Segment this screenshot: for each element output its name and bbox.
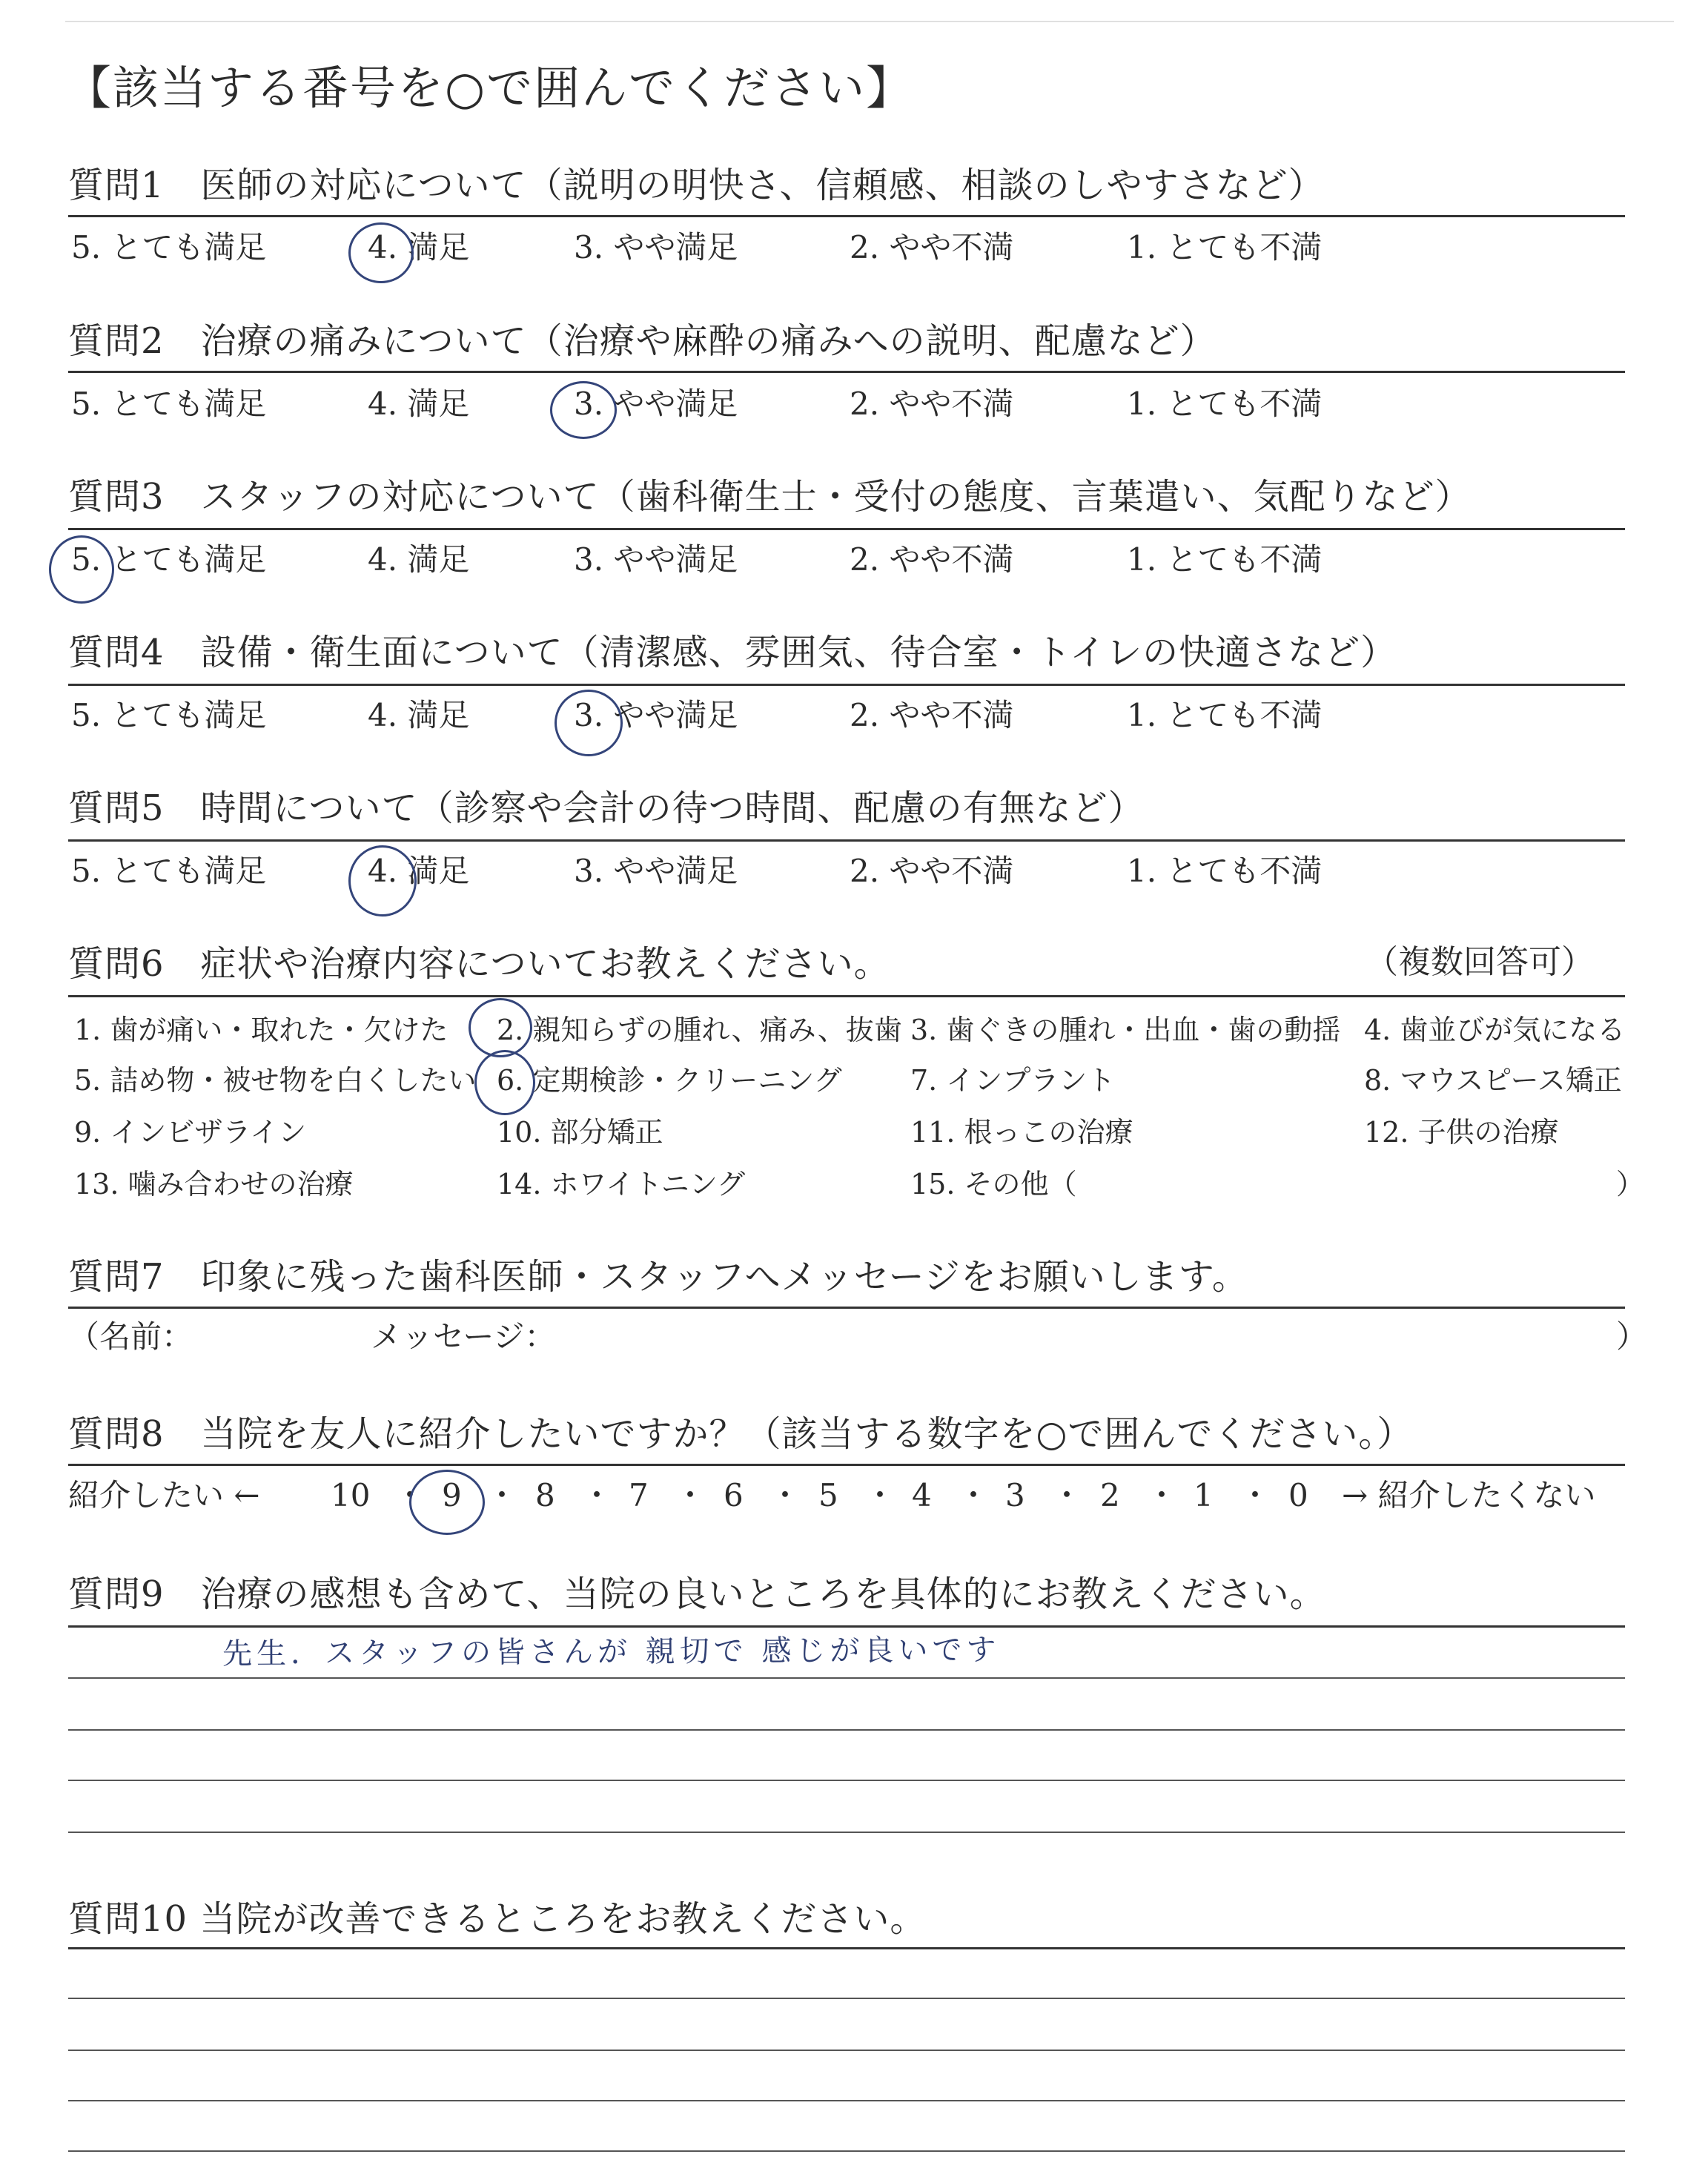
question-6-title: 質問6 症状や治療内容についてお教えください。: [68, 943, 890, 985]
q1-option-3[interactable]: 3. やや満足: [574, 229, 738, 265]
q6-option-1[interactable]: 1. 歯が痛い・取れた・欠けた: [74, 1014, 448, 1046]
q6-selection-circle-6: [474, 1050, 535, 1115]
q5-option-5[interactable]: 5. とても満足: [71, 853, 267, 889]
q6-option-12[interactable]: 12. 子供の治療: [1364, 1116, 1559, 1149]
q10-writing-line: [68, 1998, 1625, 1999]
question-8-title: 質問8 当院を友人に紹介したいですか？（該当する数字を○で囲んでください。）: [68, 1413, 1414, 1455]
q6-option-15[interactable]: 15. その他（: [910, 1168, 1077, 1200]
q8-score-1[interactable]: 1: [1194, 1477, 1214, 1513]
q6-option-11[interactable]: 11. 根っこの治療: [910, 1116, 1133, 1149]
q1-option-1[interactable]: 1. とても不満: [1127, 229, 1323, 265]
q8-score-8[interactable]: 8: [535, 1477, 555, 1513]
q8-separator: ・: [1239, 1477, 1271, 1513]
question-5-title: 質問5 時間について（診察や会計の待つ時間、配慮の有無など）: [68, 787, 1145, 829]
q8-separator: ・: [394, 1477, 426, 1513]
q8-separator: ・: [1146, 1477, 1178, 1513]
q8-right-label: → 紹介したくない: [1342, 1477, 1596, 1513]
q7-message-label: メッセージ：: [371, 1318, 556, 1355]
q2-option-5[interactable]: 5. とても満足: [71, 386, 267, 422]
q5-option-2[interactable]: 2. やや不満: [850, 853, 1014, 889]
question-9-title: 質問9 治療の感想も含めて、当院の良いところを具体的にお教えください。: [68, 1573, 1326, 1615]
question-2-rule: [68, 371, 1625, 373]
q4-option-5[interactable]: 5. とても満足: [71, 697, 267, 733]
q8-score-7[interactable]: 7: [629, 1477, 649, 1513]
q8-separator: ・: [958, 1477, 990, 1513]
q2-selection-circle: [550, 381, 617, 439]
q8-score-0[interactable]: 0: [1288, 1477, 1308, 1513]
q6-option-4[interactable]: 4. 歯並びが気になる: [1364, 1014, 1626, 1046]
q2-option-1[interactable]: 1. とても不満: [1127, 386, 1323, 422]
q8-separator: ・: [1051, 1477, 1083, 1513]
q6-option-13[interactable]: 13. 噛み合わせの治療: [74, 1168, 354, 1200]
question-1-title: 質問1 医師の対応について（説明の明快さ、信頼感、相談のしやすさなど）: [68, 165, 1325, 206]
q8-score-4[interactable]: 4: [912, 1477, 932, 1513]
q8-score-10[interactable]: 10: [331, 1477, 371, 1513]
q3-option-2[interactable]: 2. やや不満: [850, 541, 1014, 578]
q4-option-3[interactable]: 3. やや満足: [574, 697, 738, 733]
q5-option-3[interactable]: 3. やや満足: [574, 853, 738, 889]
q8-score-2[interactable]: 2: [1100, 1477, 1120, 1513]
q3-option-4[interactable]: 4. 満足: [368, 541, 470, 578]
question-1-rule: [68, 215, 1625, 217]
form-heading: 【該当する番号を○で囲んでください】: [65, 61, 914, 115]
q7-close-paren: ）: [1616, 1318, 1648, 1355]
q8-score-6[interactable]: 6: [724, 1477, 744, 1513]
question-2-title: 質問2 治療の痛みについて（治療や麻酔の痛みへの説明、配慮など）: [68, 320, 1217, 362]
q8-separator: ・: [864, 1477, 896, 1513]
question-4-rule: [68, 684, 1625, 686]
q10-writing-line: [68, 2100, 1625, 2101]
q9-writing-line: [68, 1780, 1625, 1781]
top-border: [65, 21, 1674, 22]
q10-writing-line: [68, 2150, 1625, 2152]
q7-name-label: （名前：: [68, 1318, 193, 1355]
q9-writing-line: [68, 1729, 1625, 1731]
q6-option-14[interactable]: 14. ホワイトニング: [497, 1168, 746, 1200]
q3-selection-circle: [49, 535, 114, 604]
q5-selection-circle: [348, 845, 417, 916]
q6-option-6[interactable]: 6. 定期検診・クリーニング: [497, 1064, 842, 1097]
q4-selection-circle: [555, 690, 623, 756]
q3-option-5[interactable]: 5. とても満足: [71, 541, 267, 578]
q9-writing-line: [68, 1832, 1625, 1833]
question-10-rule: [68, 1947, 1625, 1949]
q2-option-3[interactable]: 3. やや満足: [574, 386, 738, 422]
question-8-rule: [68, 1464, 1625, 1466]
q6-option-7[interactable]: 7. インプラント: [910, 1064, 1116, 1097]
q1-option-2[interactable]: 2. やや不満: [850, 229, 1014, 265]
q8-score-9[interactable]: 9: [442, 1477, 462, 1513]
question-10-title: 質問10 当院が改善できるところをお教えください。: [68, 1898, 927, 1940]
q4-option-2[interactable]: 2. やや不満: [850, 697, 1014, 733]
q1-option-5[interactable]: 5. とても満足: [71, 229, 267, 265]
question-6-note: （複数回答可）: [1366, 943, 1594, 981]
q6-option-5[interactable]: 5. 詰め物・被せ物を白くしたい: [74, 1064, 477, 1097]
question-6-rule: [68, 995, 1625, 997]
q8-selection-circle: [409, 1470, 485, 1535]
question-3-rule: [68, 528, 1625, 530]
q5-option-1[interactable]: 1. とても不満: [1127, 853, 1323, 889]
question-5-rule: [68, 839, 1625, 842]
question-4-title: 質問4 設備・衛生面について（清潔感、雰囲気、待合室・トイレの快適さなど）: [68, 632, 1397, 673]
q9-writing-line: [68, 1677, 1625, 1679]
question-6-options: [0, 1016, 1708, 1209]
q8-separator: ・: [675, 1477, 706, 1513]
q10-writing-line: [68, 2050, 1625, 2051]
q6-selection-circle-2: [469, 998, 532, 1057]
q6-option-10[interactable]: 10. 部分矯正: [497, 1116, 663, 1149]
q3-option-3[interactable]: 3. やや満足: [574, 541, 738, 578]
q1-option-4[interactable]: 4. 満足: [368, 229, 470, 265]
question-7-rule: [68, 1307, 1625, 1309]
q8-score-5[interactable]: 5: [818, 1477, 838, 1513]
q8-left-label: 紹介したい ←: [68, 1477, 260, 1513]
q6-option-8[interactable]: 8. マウスピース矯正: [1364, 1064, 1622, 1097]
q2-option-2[interactable]: 2. やや不満: [850, 386, 1014, 422]
q6-option-2[interactable]: 2. 親知らずの腫れ、痛み、抜歯: [497, 1014, 902, 1046]
q2-option-4[interactable]: 4. 満足: [368, 386, 470, 422]
q8-separator: ・: [581, 1477, 613, 1513]
q6-option-9[interactable]: 9. インビザライン: [74, 1116, 307, 1149]
question-7-title: 質問7 印象に残った歯科医師・スタッフへメッセージをお願いします。: [68, 1256, 1248, 1298]
q8-separator: ・: [769, 1477, 801, 1513]
q5-option-4[interactable]: 4. 満足: [368, 853, 470, 889]
q6-option-3[interactable]: 3. 歯ぐきの腫れ・出血・歯の動揺: [910, 1014, 1341, 1046]
q3-option-1[interactable]: 1. とても不満: [1127, 541, 1323, 578]
q1-selection-circle: [348, 222, 414, 283]
q8-score-3[interactable]: 3: [1005, 1477, 1025, 1513]
question-3-title: 質問3 スタッフの対応について（歯科衛生士・受付の態度、言葉遣い、気配りなど）: [68, 476, 1472, 518]
q8-separator: ・: [486, 1477, 518, 1513]
q4-option-4[interactable]: 4. 満足: [368, 697, 470, 733]
q9-handwritten-answer[interactable]: 先生．スタッフの皆さんが 親切で 感じが良いです: [222, 1633, 1001, 1671]
q6-other-close: ）: [1616, 1168, 1645, 1200]
q4-option-1[interactable]: 1. とても不満: [1127, 697, 1323, 733]
